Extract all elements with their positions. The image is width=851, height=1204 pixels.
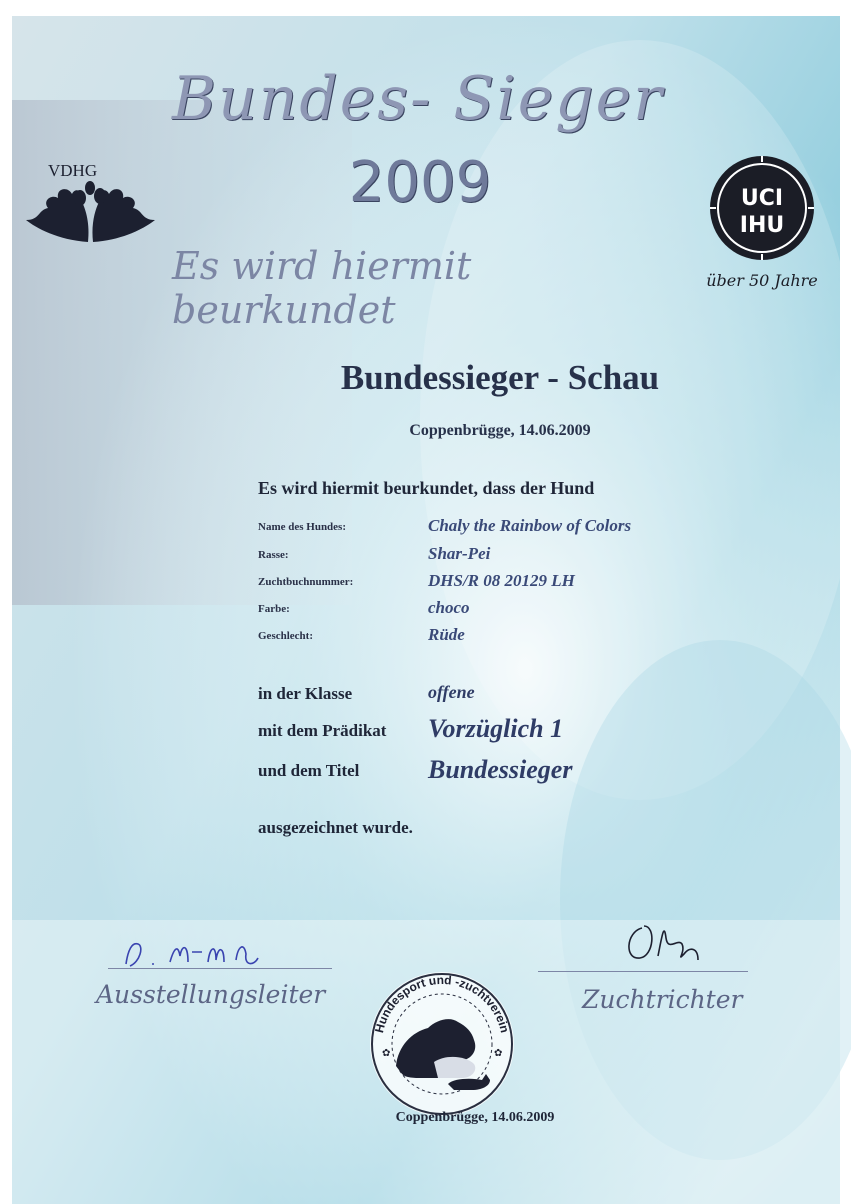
field-value-studbook: DHS/R 08 20129 LH	[428, 571, 575, 590]
vdhg-oak-leaf-logo	[18, 150, 163, 255]
uci-ihu-logo	[698, 150, 838, 300]
svg-text:Hundesport und -zuchtverein: Hundesport und -zuchtverein	[372, 972, 512, 1035]
field-label-breed: Rasse:	[258, 549, 289, 561]
field-value-name: Chaly the Rainbow of Colors	[428, 516, 632, 535]
certificate-subtitle: Es wird hiermit beurkundet	[172, 244, 472, 332]
field-value-sex: Rüde	[428, 625, 465, 644]
svg-text:IHU: IHU	[739, 213, 785, 238]
svg-text:VDHG: VDHG	[48, 161, 98, 180]
club-seal	[362, 966, 522, 1116]
right-signature-role: Zuchtrichter	[582, 985, 743, 1014]
right-handwritten-signature	[618, 908, 718, 968]
left-signature-role: Ausstellungsleiter	[96, 980, 326, 1009]
class-value: offene	[428, 682, 475, 702]
certificate-title: Bundes- Sieger	[172, 64, 664, 134]
title-label: und dem Titel	[258, 761, 360, 780]
left-signature-line	[108, 968, 332, 969]
svg-text:✿: ✿	[382, 1048, 391, 1059]
certificate-closing: ausgezeichnet wurde.	[258, 818, 413, 837]
show-title: Bundessieger - Schau	[340, 358, 660, 397]
svg-text:UCI: UCI	[740, 186, 784, 211]
field-label-studbook: Zuchtbuchnummer:	[258, 576, 354, 588]
show-date: Coppenbrügge, 14.06.2009	[409, 422, 591, 439]
field-value-color: choco	[428, 598, 470, 617]
predicate-label: mit dem Prädikat	[258, 721, 387, 740]
field-label-color: Farbe:	[258, 603, 290, 615]
field-value-breed: Shar-Pei	[428, 544, 491, 563]
svg-text:über 50 Jahre: über 50 Jahre	[706, 271, 818, 290]
right-signature-line	[538, 971, 748, 972]
seal-date: Coppenbrügge, 14.06.2009	[395, 1110, 555, 1125]
field-label-name: Name des Hundes:	[258, 521, 347, 533]
predicate-value: Vorzüglich 1	[428, 714, 564, 743]
svg-text:✿: ✿	[494, 1048, 503, 1059]
certificate-intro: Es wird hiermit beurkundet, dass der Hund	[258, 478, 595, 498]
title-value: Bundessieger	[428, 755, 573, 784]
class-label: in der Klasse	[258, 684, 353, 703]
field-label-sex: Geschlecht:	[258, 630, 313, 642]
certificate-year: 2009	[348, 150, 492, 215]
